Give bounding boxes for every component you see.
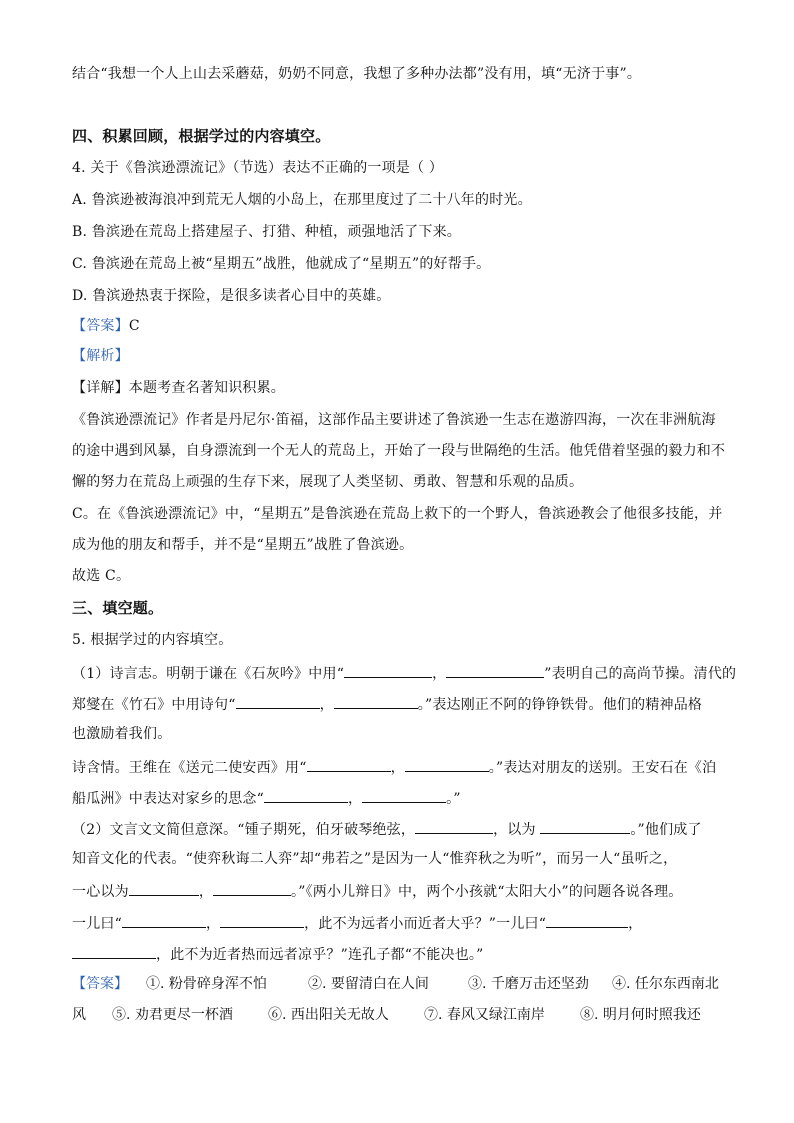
fill-blank[interactable]	[362, 787, 446, 803]
fill-blank[interactable]	[122, 912, 206, 928]
text-run: 。”表达刚正不阿的铮铮铁骨。他们的精神品格	[417, 697, 703, 713]
text-run: ，此不为近者热而远者凉乎？”连孔子都“不能决也。”	[156, 947, 484, 963]
text-run: ”表明自己的高尚节操。清代的	[544, 666, 737, 682]
text-run: 。”《两小儿辩日》中，两个小孩就“太阳大小”的问题各说各理。	[291, 884, 683, 900]
text-run: 。”	[446, 791, 461, 807]
text-run: ，以为	[493, 822, 541, 838]
fill-blank[interactable]	[72, 943, 156, 959]
text-run: 一儿曰“	[72, 916, 122, 932]
fill-line-5	[72, 787, 724, 809]
answer-tag: 【答案】	[72, 318, 129, 334]
explain-line: C。在《鲁滨逊漂流记》中，“星期五”是鲁滨逊在荒岛上救下的一个野人，鲁滨逊教会了他很多技能，并	[72, 506, 723, 522]
text-run: 船瓜洲》中表达对家乡的思念“	[72, 791, 264, 807]
text-run: ，	[432, 666, 447, 682]
fill-blank[interactable]	[213, 880, 291, 896]
answer-line-4	[72, 316, 724, 336]
text-run: （2）文言文文简但意深。“锺子期死，伯牙破琴绝弦，	[72, 822, 416, 838]
text-run: （1）诗言志。明朝于谦在《石灰吟》中用“	[72, 666, 345, 682]
explain-line: 的途中遇到风暴，自身漂流到一个无人的荒岛上，开始了一段与世隔绝的生活。他凭借着坚强的毅力和不	[72, 443, 726, 459]
explain-line: 成为他的朋友和帮手，并不是“星期五”战胜了鲁滨逊。	[72, 537, 414, 553]
fill-blank[interactable]	[446, 662, 544, 678]
option-c: C. 鲁滨逊在荒岛上被“星期五”战胜，他就成了“星期五”的好帮手。	[72, 256, 491, 272]
answer-item: ⑦. 春风又绿江南岸	[424, 1007, 545, 1023]
option-a: A. 鲁滨逊被海浪冲到荒无人烟的小岛上，在那里度过了二十八年的时光。	[72, 192, 532, 208]
answer-item: ③. 千磨万击还坚劲	[468, 976, 589, 992]
fill-blank[interactable]	[307, 756, 391, 772]
text-run: ，	[628, 916, 643, 932]
answer-item: ④. 任尔东西南北	[612, 976, 719, 992]
answer-item: ⑥. 西出阳关无故人	[268, 1007, 389, 1023]
fill-blank[interactable]	[540, 818, 630, 834]
text-run: ，	[205, 916, 221, 932]
fill-line-8	[72, 880, 724, 902]
option-b: B. 鲁滨逊在荒岛上搭建屋子、打猎、种植，顽强地活了下来。	[72, 224, 461, 240]
detail-line: 【详解】本题考查名著知识积累。	[72, 380, 285, 396]
text-run: ，此不为远者小而近者大乎？”一儿曰“	[304, 916, 547, 932]
fill-line-7: 知音文化的代表。“使弈秋诲二人弈”却“弗若之”是因为一人“惟弈秋之为听”，而另一人“虽听之，	[72, 851, 678, 867]
text-run: ，	[390, 760, 405, 776]
fill-line-3: 也激励着我们。	[72, 726, 172, 742]
answer-item: ②. 要留清白在人间	[308, 976, 429, 992]
explain-line: 《鲁滨逊漂流记》作者是丹尼尔·笛福，这部作品主要讲述了鲁滨逊一生志在遨游四海，一次在非洲航海	[72, 412, 716, 428]
text-run: ，	[319, 697, 334, 713]
answer-value: C	[128, 318, 140, 334]
text-run: ，	[347, 791, 363, 807]
fill-blank[interactable]	[546, 912, 628, 928]
answer-item: ⑧. 明月何时照我还	[580, 1007, 701, 1023]
answer-item: ⑤. 劝君更尽一杯酒	[112, 1007, 233, 1023]
fill-line-10	[72, 943, 724, 965]
fill-line-1	[72, 662, 737, 684]
section3-heading: 三、填空题。	[72, 599, 164, 617]
answer-item: ①. 粉骨碎身浑不怕	[146, 976, 267, 992]
explain-line: 故选 C。	[72, 568, 131, 584]
fill-blank[interactable]	[236, 693, 320, 709]
text-run: ，	[198, 884, 214, 900]
fill-blank[interactable]	[129, 880, 199, 896]
answer-tag: 【答案】	[72, 976, 128, 992]
explain-line: 懈的努力在荒岛上顽强的生存下来，展现了人类坚韧、勇敢、智慧和乐观的品质。	[72, 474, 584, 490]
text-run: 一心以为	[72, 884, 129, 900]
fill-blank[interactable]	[220, 912, 304, 928]
text-run: 。”表达对朋友的送别。王安石在《泊	[488, 760, 717, 776]
fill-blank[interactable]	[344, 662, 432, 678]
fill-line-2	[72, 693, 724, 715]
intro-line: 结合“我想一个人上山去采蘑菇，奶奶不同意，我想了多种办法都”没有用，填“无济于事”。	[72, 66, 642, 82]
fill-line-9	[72, 912, 724, 934]
fill-blank[interactable]	[405, 756, 489, 772]
answer-item: 风	[72, 1007, 86, 1023]
analysis-tag: 【解析】	[72, 348, 129, 364]
section4-heading: 四、积累回顾，根据学过的内容填空。	[72, 127, 331, 145]
question-5: 5. 根据学过的内容填空。	[72, 632, 233, 648]
fill-blank[interactable]	[415, 818, 493, 834]
question-4: 4. 关于《鲁滨逊漂流记》（节选）表达不正确的一项是（ ）	[72, 160, 444, 176]
text-run: 郑燮在《竹石》中用诗句“	[72, 697, 236, 713]
option-d: D. 鲁滨逊热衷于探险，是很多读者心目中的英雄。	[72, 288, 391, 304]
fill-blank[interactable]	[264, 787, 348, 803]
text-run: 诗含情。王维在《送元二使安西》用“	[72, 760, 307, 776]
fill-blank[interactable]	[334, 693, 418, 709]
text-run: 。”他们成了	[630, 822, 702, 838]
fill-line-4	[72, 756, 724, 778]
fill-line-6	[72, 818, 724, 840]
